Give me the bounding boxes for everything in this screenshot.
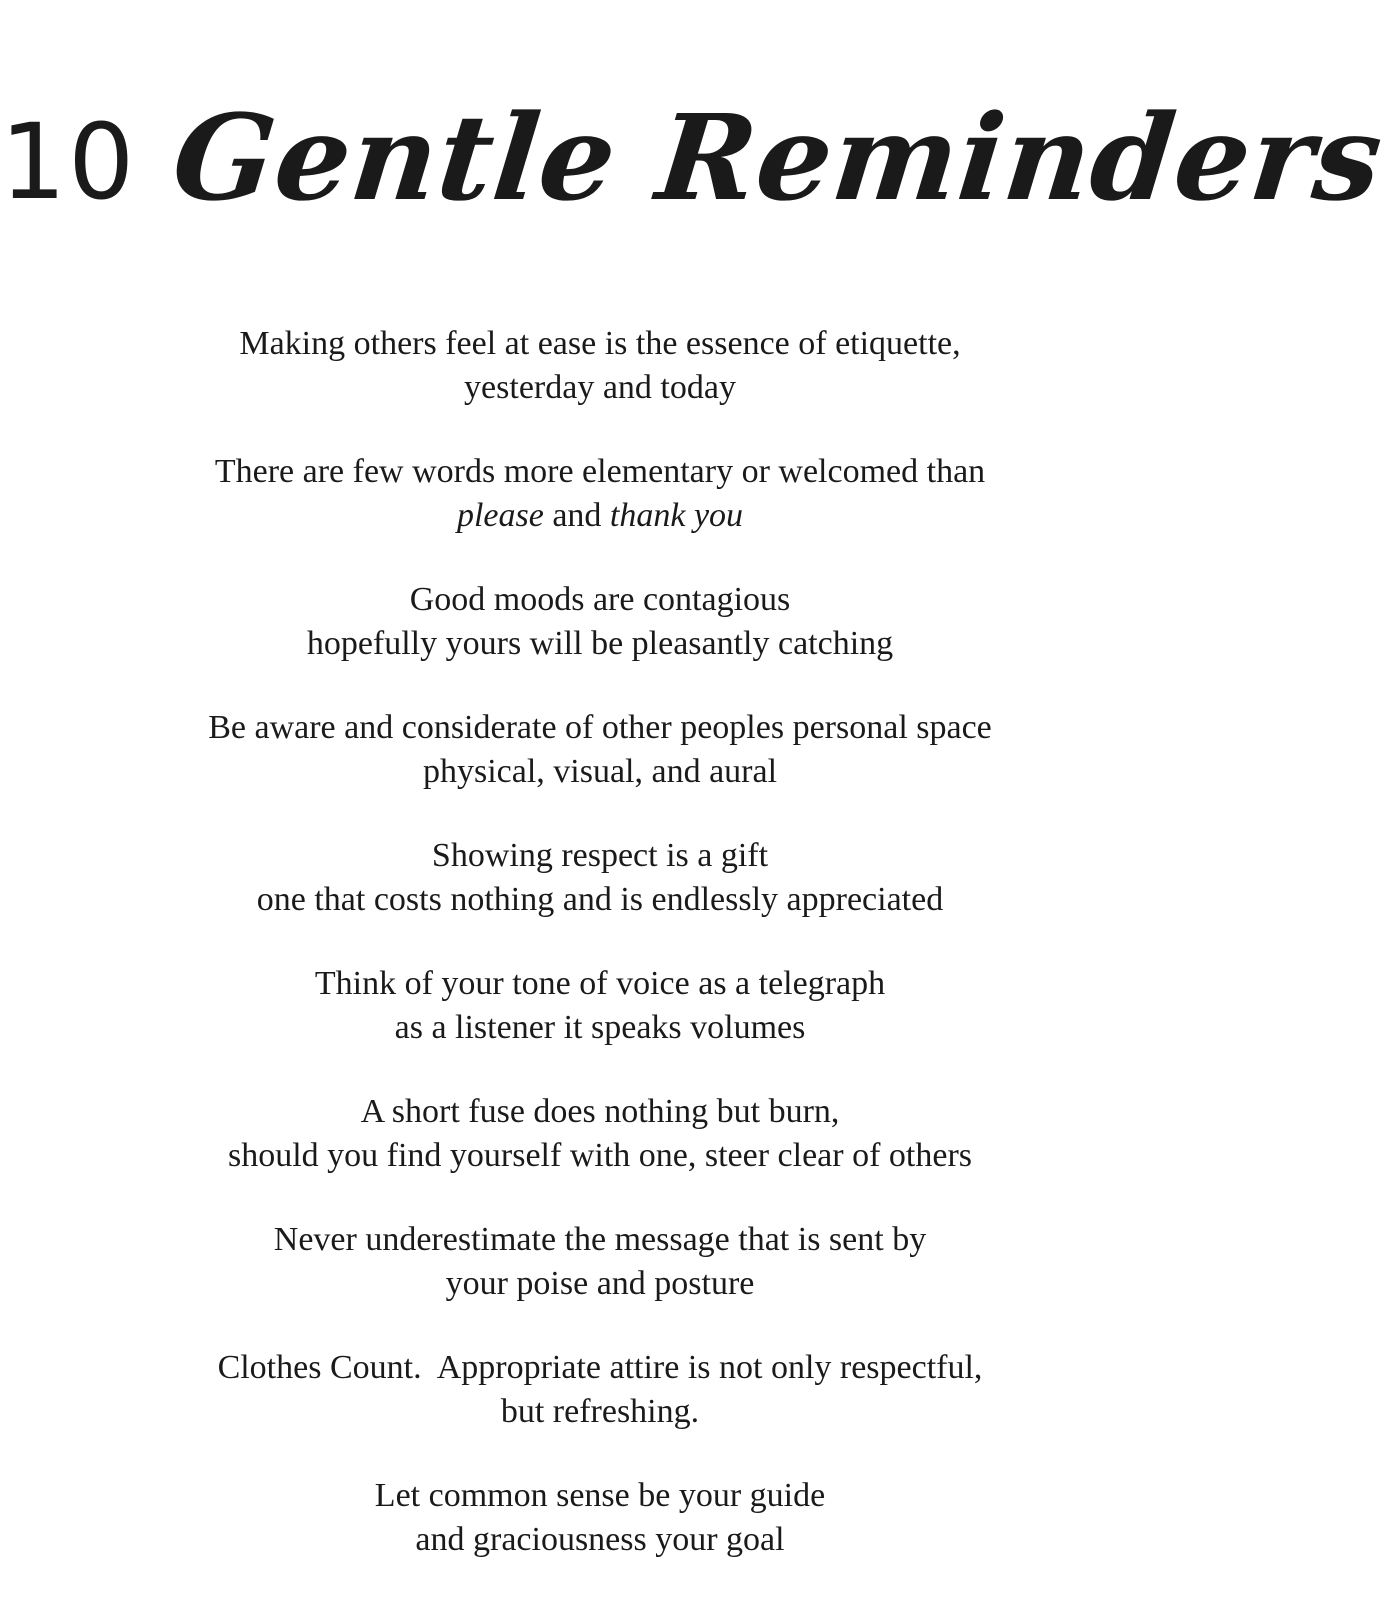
emphasis-please: please xyxy=(456,497,544,534)
reminder-item xyxy=(0,450,1200,538)
reminder-line: Good moods are contagious xyxy=(409,581,791,618)
reminder-item xyxy=(0,322,1200,410)
reminder-line: Showing respect is a gift xyxy=(431,837,769,874)
reminder-line: but refreshing. xyxy=(500,1393,700,1430)
reminder-item xyxy=(0,1474,1200,1562)
reminder-item xyxy=(0,1346,1200,1434)
reminder-line: hopefully yours will be pleasantly catching xyxy=(306,625,894,662)
reminder-item xyxy=(0,1090,1200,1178)
title-script-text: Gentle Reminders xyxy=(167,88,1390,228)
reminder-item xyxy=(0,962,1200,1050)
reminder-item xyxy=(0,578,1200,666)
reminder-item xyxy=(0,834,1200,922)
reminder-line: Making others feel at ease is the essence of etiquette, xyxy=(239,325,961,362)
reminder-line: Think of your tone of voice as a telegraph xyxy=(314,965,886,1002)
reminder-line: one that costs nothing and is endlessly appreciated xyxy=(256,881,944,918)
emphasis-thank-you: thank you xyxy=(609,497,744,534)
reminder-line: yesterday and today xyxy=(464,369,736,406)
reminder-line: Be aware and considerate of other peoples personal space xyxy=(208,709,992,746)
reminder-line xyxy=(0,494,1200,538)
page-title xyxy=(0,88,1390,289)
reminder-line: and graciousness your goal xyxy=(415,1521,785,1558)
reminder-line: physical, visual, and aural xyxy=(422,753,778,790)
reminder-line: as a listener it speaks volumes xyxy=(394,1009,806,1046)
reminder-line-connector: and xyxy=(543,497,610,534)
reminders-list xyxy=(0,322,1200,1602)
reminder-line: your poise and posture xyxy=(445,1265,755,1302)
reminder-line: should you find yourself with one, steer clear of others xyxy=(227,1137,973,1174)
reminder-line: Clothes Count. Appropriate attire is not only respectful, xyxy=(217,1349,983,1386)
reminder-item xyxy=(0,1218,1200,1306)
reminder-line: Let common sense be your guide xyxy=(374,1477,826,1514)
reminder-line: Never underestimate the message that is sent by xyxy=(273,1221,927,1258)
title-number: 10 xyxy=(0,101,137,224)
reminder-line: There are few words more elementary or welcomed than xyxy=(214,453,986,490)
reminder-line: A short fuse does nothing but burn, xyxy=(360,1093,840,1130)
reminder-item xyxy=(0,706,1200,794)
